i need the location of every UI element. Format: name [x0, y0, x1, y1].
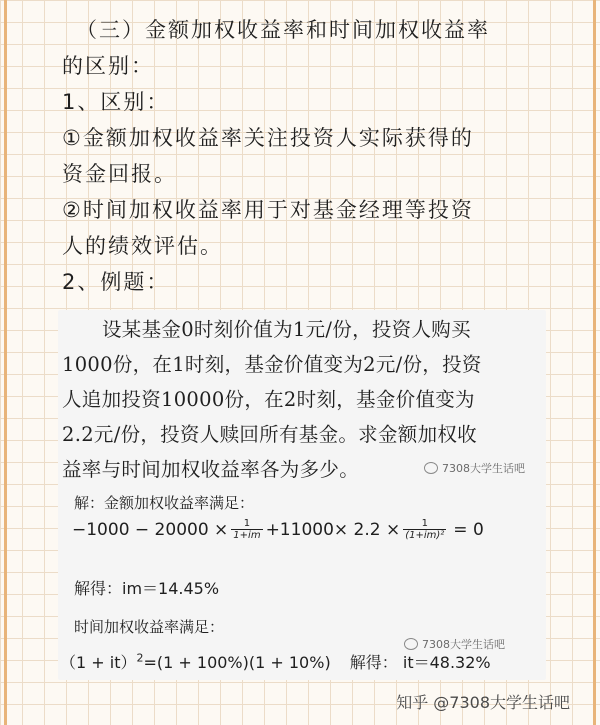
watermark-one-text: 7308大学生话吧	[442, 462, 525, 475]
eq1-part2: +11000× 2.2 ×	[265, 519, 401, 540]
fraction-one-denominator: 1+im	[233, 530, 261, 541]
section-title-line1: （三）金额加权收益率和时间加权收益率	[76, 18, 490, 42]
fraction-one	[231, 518, 262, 541]
point-one-line2: 资金回报。	[62, 162, 177, 186]
problem-line2: 1000份，在1时刻，基金价值变为2元/份，投资	[62, 353, 482, 376]
problem-line3: 人追加投资10000份，在2时刻，基金价值变为	[62, 388, 475, 411]
time-weighted-intro: 时间加权收益率满足：	[74, 618, 225, 636]
watermark-two-text: 7308大学生话吧	[422, 638, 505, 651]
point-two-line2: 人的绩效评估。	[62, 234, 223, 258]
subsection-example: 2、例题：	[62, 270, 170, 294]
eq2-exponent: 2	[136, 651, 144, 665]
chat-bubble-icon	[424, 462, 438, 474]
problem-line1: 设某基金0时刻价值为1元/份，投资人购买	[102, 318, 471, 341]
section-title-line2: 的区别：	[62, 54, 154, 78]
money-weighted-equation	[72, 518, 484, 541]
eq2-left: （1 + it）	[60, 653, 137, 672]
point-two-line1: ②时间加权收益率用于对基金经理等投资	[62, 198, 474, 222]
fraction-one-numerator: 1	[243, 518, 251, 529]
problem-line4: 2.2元/份，投资人赎回所有基金。求金额加权收	[62, 423, 477, 446]
fraction-two-numerator: 1	[421, 518, 428, 529]
time-weighted-result: 解得： it＝48.32%	[349, 653, 491, 672]
fraction-two	[403, 518, 446, 541]
right-border-line	[593, 0, 596, 725]
chat-bubble-icon	[404, 638, 418, 650]
money-weighted-intro: 解：金额加权收益率满足：	[74, 494, 255, 512]
watermark-one	[424, 460, 525, 476]
point-one-line1: ①金额加权收益率关注投资人实际获得的	[62, 126, 474, 150]
notes-text	[62, 12, 532, 300]
time-weighted-equation	[60, 650, 491, 673]
fraction-two-denominator: (1+im)²	[405, 530, 445, 541]
zhihu-watermark: 知乎 @7308大学生话吧	[396, 693, 570, 712]
example-card	[58, 310, 546, 680]
problem-line5: 益率与时间加权收益率各为多少。	[62, 458, 360, 481]
subsection-difference: 1、区别：	[62, 90, 170, 114]
eq1-part1: −1000 − 20000 ×	[72, 519, 229, 540]
eq1-end: = 0	[453, 519, 484, 540]
eq2-right: =(1 + 100%)(1 + 10%)	[143, 653, 331, 672]
left-border-line	[4, 0, 7, 725]
money-weighted-result: 解得：im＝14.45%	[74, 579, 220, 598]
